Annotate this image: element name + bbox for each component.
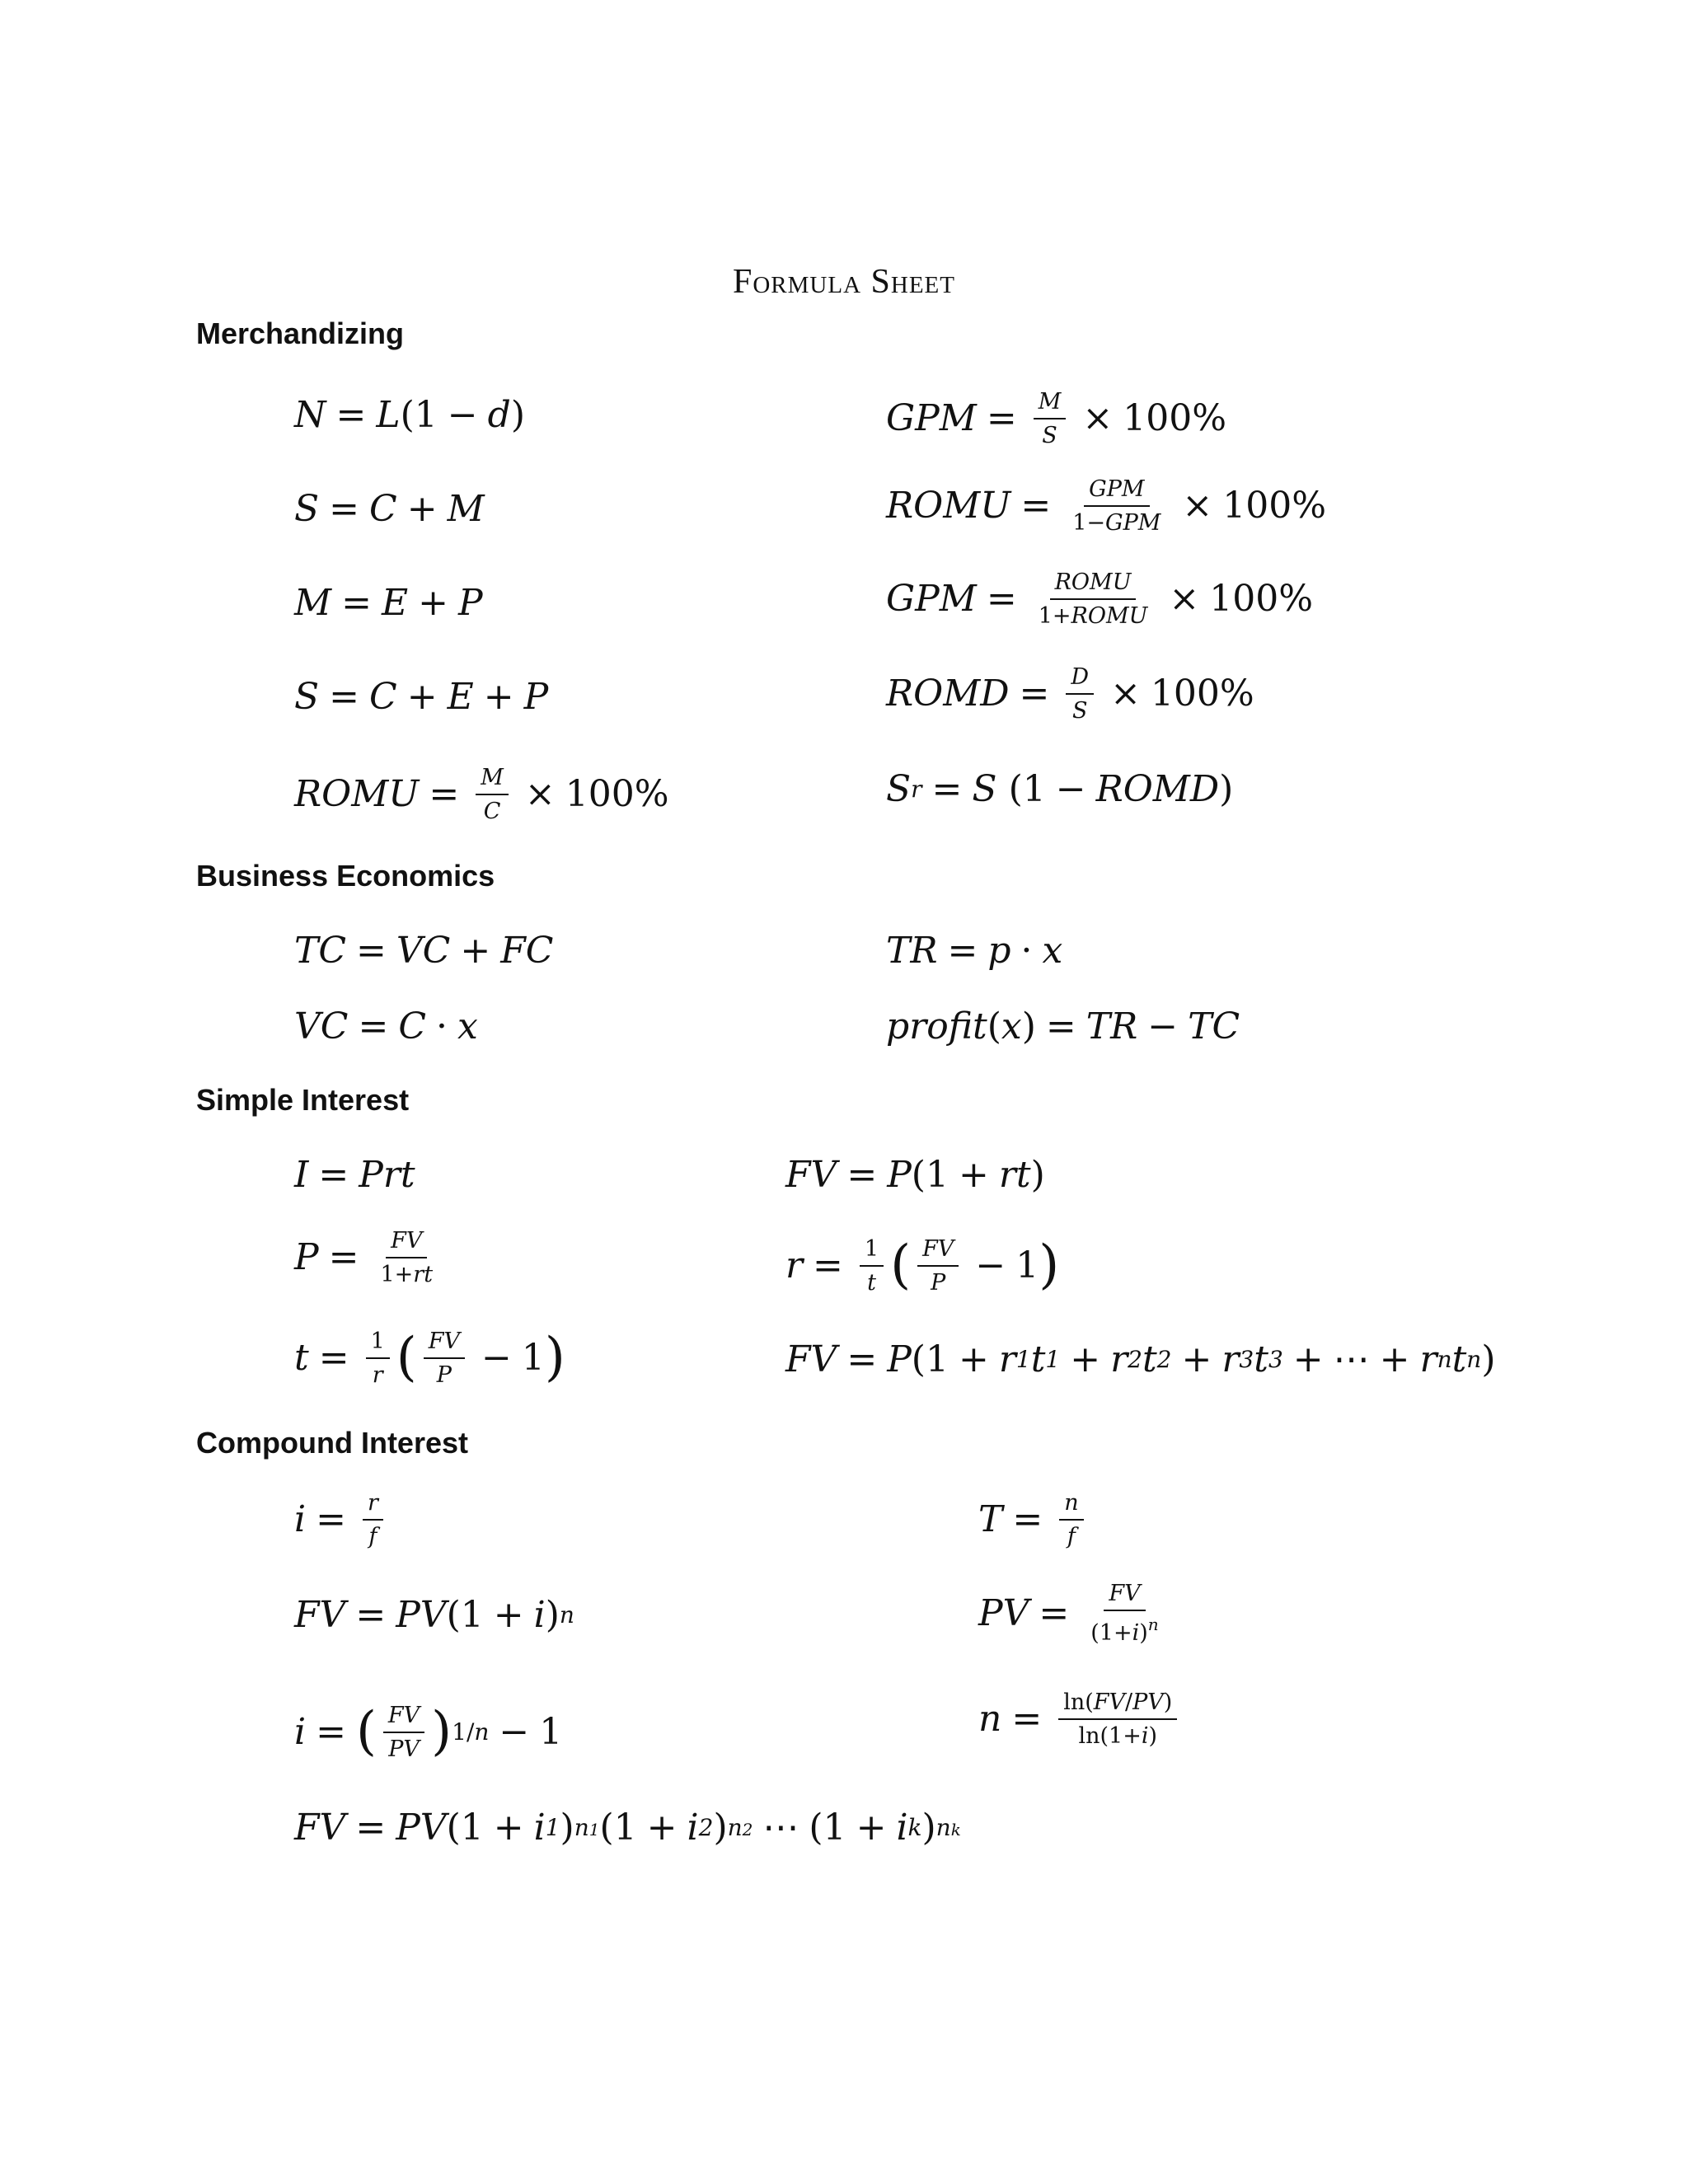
formula-romd: ROMD = $\frac{D}{S}$ × 100% bbox=[886, 664, 1254, 724]
section-heading-simple-interest: Simple Interest bbox=[196, 1083, 410, 1117]
section-heading-business-economics: Business Economics bbox=[196, 859, 495, 893]
formula-rate: r = $\frac{1}{t}$ ( $\frac{FV}{P}$ − 1 ) bbox=[785, 1235, 1060, 1296]
formula-variable-cost: VC = C · x bbox=[294, 1005, 478, 1047]
formula-selling-price-full: S = C + E + P bbox=[294, 676, 549, 718]
formula-total-revenue: TR = p · x bbox=[886, 930, 1063, 972]
formula-gpm-from-sales: GPM = $\frac{M}{S}$ × 100% bbox=[886, 389, 1227, 448]
formula-periodic-rate-from-values: i = ( $\frac{FV}{PV}$ ) 1/n − 1 bbox=[294, 1701, 563, 1763]
formula-gpm-from-romu: GPM = $\frac{\text{ROMU}}{\text{1+ROMU}}$ × 100% bbox=[886, 569, 1314, 629]
formula-future-value-compound: FV = PV (1 + i ) n bbox=[294, 1594, 574, 1636]
formula-present-value: PV = $\frac{FV}{(1+i)^n}$ bbox=[978, 1581, 1159, 1646]
formula-simple-interest: I = Prt bbox=[294, 1154, 415, 1196]
formula-periodic-rate: i = $\frac{r}{f}$ bbox=[294, 1492, 390, 1548]
section-heading-merchandizing: Merchandizing bbox=[196, 316, 405, 350]
formula-future-value-variable-rates: FV = P (1 + r 1 t 1 + r 2 t 2 + r 3 t 3 + ⋯ + r n t n ) bbox=[785, 1338, 1496, 1380]
formula-romu-from-cost: ROMU = $\frac{M}{C}$ × 100% bbox=[294, 765, 669, 824]
formula-net-price: N = L (1 − d ) bbox=[294, 394, 525, 436]
formula-markup-components: M = E + P bbox=[294, 582, 483, 624]
formula-time: t = $\frac{1}{r}$ ( $\frac{FV}{P}$ − 1 ) bbox=[294, 1327, 565, 1389]
formula-reduced-price: S r = S (1 − ROMD ) bbox=[886, 768, 1234, 810]
formula-total-cost: TC = VC + FC bbox=[294, 930, 554, 972]
formula-number-of-periods: n = $\frac{\ln(FV/PV)}{\ln(1+i)}$ bbox=[978, 1691, 1184, 1747]
formula-profit: profit ( x ) = TR − TC bbox=[886, 1005, 1240, 1047]
formula-principal: P = $\frac{FV}{1+rt}$ bbox=[294, 1228, 434, 1287]
page-title: Formula Sheet bbox=[733, 263, 955, 301]
formula-future-value-simple: FV = P (1 + rt ) bbox=[785, 1154, 1045, 1196]
formula-future-value-changing-rates: FV = PV (1 + i 1 ) n1 (1 + i 2 ) n2 ⋯ (1 + i k ) nk bbox=[294, 1807, 961, 1849]
formula-selling-price-markup: S = C + M bbox=[294, 488, 485, 530]
formula-term: T = $\frac{n}{f}$ bbox=[978, 1492, 1090, 1548]
section-heading-compound-interest: Compound Interest bbox=[196, 1426, 468, 1460]
formula-romu-from-gpm: ROMU = $\frac{\text{GPM}}{\text{1−GPM}}$ × 100% bbox=[886, 476, 1327, 536]
